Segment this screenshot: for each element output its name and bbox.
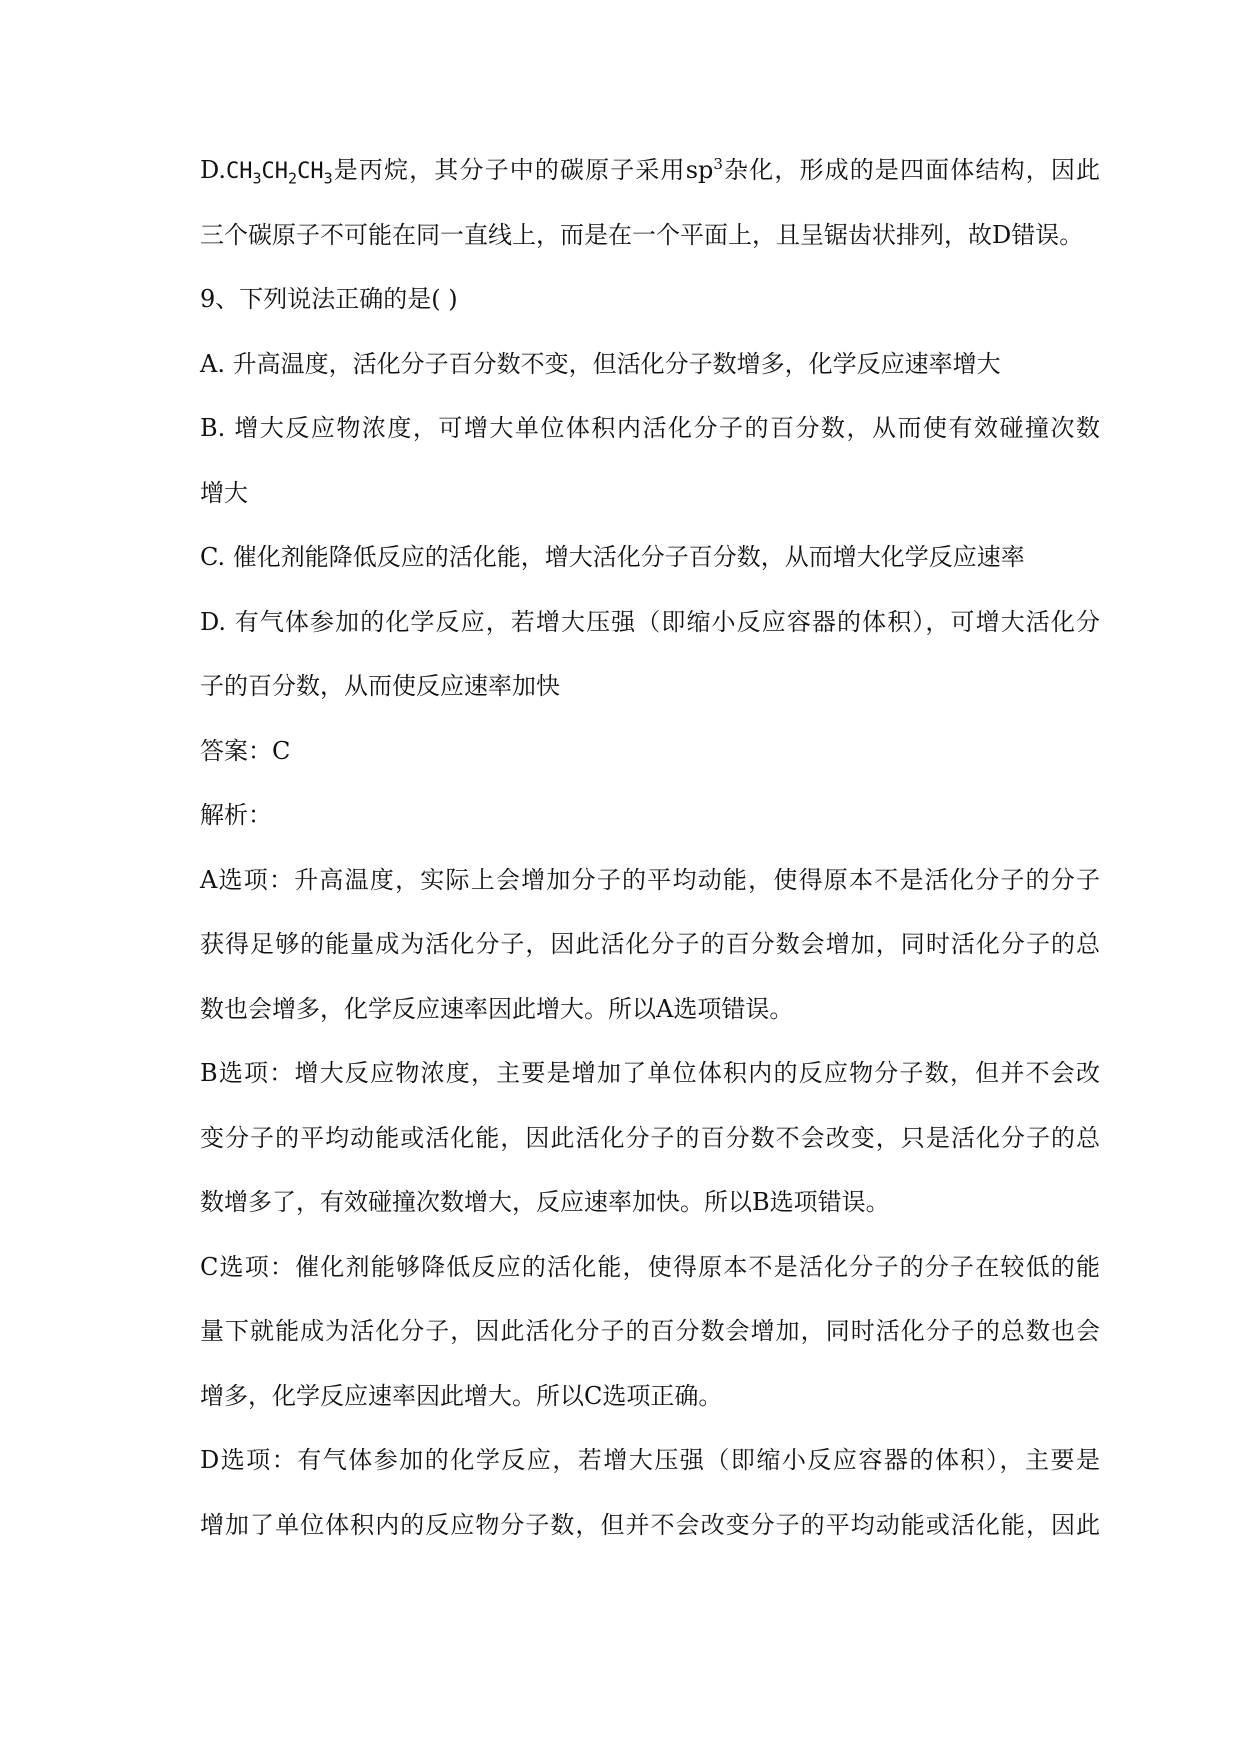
analysis-b-line-1: B选项：增大反应物浓度，主要是增加了单位体积内的反应物分子数，但并不会改 <box>200 1059 1100 1087</box>
formula-ch-2: CH <box>261 159 289 184</box>
option-d-line-1: D. 有气体参加的化学反应，若增大压强（即缩小反应容器的体积），可增大活化分 <box>200 607 1100 636</box>
analysis-d-line-2: 增加了单位体积内的反应物分子数，但并不会改变分子的平均动能或活化能，因此 <box>200 1510 1100 1539</box>
formula-sub-1: 3 <box>252 169 262 188</box>
analysis-heading: 解析： <box>200 801 272 829</box>
analysis-a-line-2: 获得足够的能量成为活化分子，因此活化分子的百分数会增加，同时活化分子的总 <box>200 930 1100 958</box>
document-page <box>200 138 1100 1557</box>
answer: 答案：C <box>200 736 291 765</box>
formula-sub-3: 3 <box>323 169 333 188</box>
analysis-c-line-2: 量下就能成为活化分子，因此活化分子的百分数会增加，同时活化分子的总数也会 <box>200 1317 1100 1345</box>
option-d-line-2: 子的百分数，从而使反应速率加快 <box>200 672 560 700</box>
analysis-d-line-1: D选项：有气体参加的化学反应，若增大压强（即缩小反应容器的体积），主要是 <box>200 1446 1100 1474</box>
sp-hybrid: sp <box>685 156 714 184</box>
q8-d-mid-text: 是丙烷，其分子中的碳原子采用 <box>332 156 686 184</box>
formula-sub-2: 2 <box>288 169 298 188</box>
question-9-stem: 9、下列说法正确的是( ) <box>200 285 458 313</box>
propane-formula <box>226 159 333 188</box>
sp-superscript: 3 <box>713 155 723 173</box>
q8-d-rest-text: 杂化，形成的是四面体结构，因此 <box>722 156 1100 184</box>
analysis-a-line-1: A选项：升高温度，实际上会增加分子的平均动能，使得原本不是活化分子的分子 <box>200 865 1100 894</box>
option-b-line-1: B. 增大反应物浓度，可增大单位体积内活化分子的百分数，从而使有效碰撞次数 <box>200 414 1100 442</box>
option-b-line-2: 增大 <box>200 478 248 507</box>
analysis-a-line-3: 数也会增多，化学反应速率因此增大。所以A选项错误。 <box>200 994 794 1023</box>
analysis-b-line-3: 数增多了，有效碰撞次数增大，反应速率加快。所以B选项错误。 <box>200 1188 890 1216</box>
option-a: A. 升高温度，活化分子百分数不变，但活化分子数增多，化学反应速率增大 <box>200 349 1001 378</box>
q8-d-prefix: D. <box>200 156 227 184</box>
analysis-c-line-1: C选项：催化剂能够降低反应的活化能，使得原本不是活化分子的分子在较低的能 <box>200 1252 1100 1281</box>
q8-analysis-d-line-2: 三个碳原子不可能在同一直线上，而是在一个平面上，且呈锯齿状排列，故D错误。 <box>200 220 1084 249</box>
q8-analysis-d-line-1 <box>200 138 1100 203</box>
formula-ch-3: CH <box>297 159 324 184</box>
analysis-c-line-3: 增多，化学反应速率因此增大。所以C选项正确。 <box>200 1381 723 1410</box>
formula-ch-1: CH <box>226 159 253 184</box>
option-c: C. 催化剂能降低反应的活化能，增大活化分子百分数，从而增大化学反应速率 <box>200 543 1025 571</box>
analysis-b-line-2: 变分子的平均动能或活化能，因此活化分子的百分数不会改变，只是活化分子的总 <box>200 1123 1100 1152</box>
